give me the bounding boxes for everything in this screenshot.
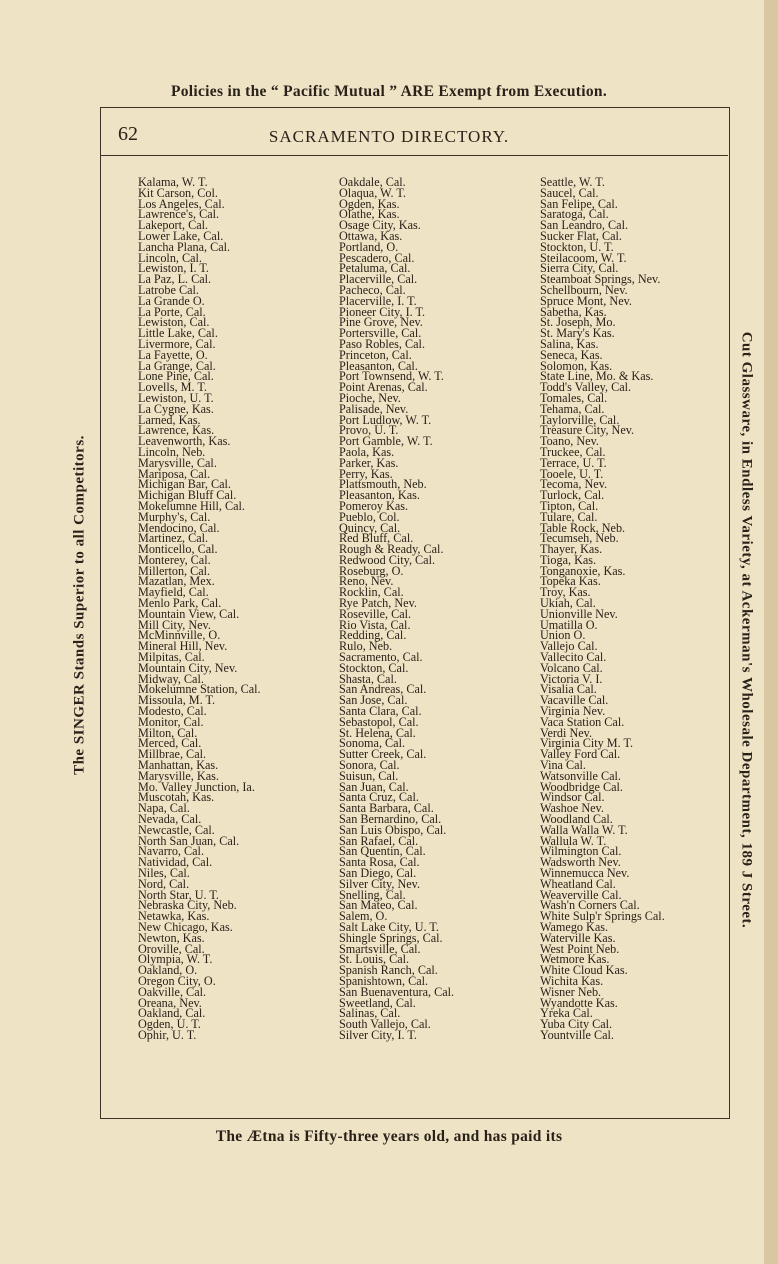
directory-entry: South Vallejo, Cal. [339, 1017, 431, 1032]
page-edge [764, 0, 778, 1264]
directory-entry: Murphy's, Cal. [138, 509, 211, 524]
directory-entry: Perry, Kas. [339, 466, 393, 481]
directory-entry: Victoria V. I. [540, 671, 603, 686]
directory-entry: Monitor, Cal. [138, 714, 204, 729]
directory-entry: San Rafael, Cal. [339, 833, 419, 848]
directory-entry: Sabetha, Kas. [540, 304, 607, 319]
directory-entry: Placerville, I. T. [339, 293, 417, 308]
directory-entry: Point Arenas, Cal. [339, 380, 428, 395]
directory-entry: Nord, Cal. [138, 876, 190, 891]
directory-entry: Tioga, Kas. [540, 552, 597, 567]
directory-entry: San Andreas, Cal. [339, 682, 427, 697]
directory-entry: Newcastle, Cal. [138, 822, 215, 837]
directory-entry: Olympia, W. T. [138, 952, 213, 967]
directory-entry: Wichita Kas. [540, 973, 604, 988]
directory-entry: Vacaville Cal. [540, 693, 609, 708]
directory-entry: Palisade, Nev. [339, 401, 409, 416]
directory-entry: Lone Pine, Cal. [138, 369, 214, 384]
top-advertisement-banner: Policies in the “ Pacific Mutual ” ARE Exempt from Execution. [170, 83, 608, 100]
directory-entry: La Porte, Cal. [138, 304, 206, 319]
directory-entry: Wash'n Corners Cal. [540, 898, 640, 913]
directory-entry: Schellbourn, Nev. [540, 282, 628, 297]
page-title: SACRAMENTO DIRECTORY. [268, 127, 510, 146]
directory-entry: Wyandotte Kas. [540, 995, 618, 1010]
directory-entry: Vina Cal. [540, 758, 586, 773]
directory-entry: Shasta, Cal. [339, 671, 397, 686]
directory-entry: Seattle, W. T. [540, 175, 605, 189]
directory-entry: Thayer, Kas. [540, 542, 603, 557]
directory-entry: Stockton, Cal. [339, 660, 409, 675]
directory-entry: Mariposa, Cal. [138, 466, 211, 481]
directory-entry: Truckee, Cal. [540, 444, 606, 459]
directory-entry: Pomeroy Kas. [339, 498, 409, 513]
directory-entry: Placerville, Cal. [339, 272, 418, 287]
directory-entry: Salt Lake City, U. T. [339, 919, 439, 934]
directory-entry: Wisner Neb. [540, 984, 602, 999]
directory-entry: Menlo Park, Cal. [138, 596, 222, 611]
directory-entry: Visalia Cal. [540, 682, 597, 697]
directory-entry: San Quentin, Cal. [339, 844, 426, 859]
directory-entry: Michigan Bluff Cal. [138, 488, 237, 503]
directory-entry: Oakdale, Cal. [339, 175, 406, 189]
directory-entry: Redwood City, Cal. [339, 552, 436, 567]
directory-entry: Midway, Cal. [138, 671, 204, 686]
directory-column-1 [138, 177, 261, 1041]
directory-entry: Wetmore Kas. [540, 952, 610, 967]
directory-entry: Lovells, M. T. [138, 380, 207, 395]
directory-entry: San Felipe, Cal. [540, 196, 618, 211]
directory-entry: Provo, U. T. [339, 423, 399, 438]
directory-entry: Rulo, Neb. [339, 639, 393, 654]
directory-entry: Stockton, U. T. [540, 239, 614, 254]
directory-entry: Latrobe Cal. [138, 282, 199, 297]
directory-entry: Unionville Nev. [540, 606, 618, 621]
directory-entry: Tecumseh, Neb. [540, 531, 619, 546]
directory-entry: Plattsmouth, Neb. [339, 477, 427, 492]
directory-entry: Mineral Hill, Nev. [138, 639, 228, 654]
directory-entry: Winnemucca Nev. [540, 866, 630, 880]
directory-entry: Monticello, Cal. [138, 542, 218, 557]
directory-entry: Treasure City, Nev. [540, 423, 635, 438]
directory-entry: Lincoln, Cal. [138, 250, 202, 265]
directory-entry: Santa Clara, Cal. [339, 704, 422, 719]
directory-entry: Sucker Flat, Cal. [540, 228, 622, 243]
directory-entry: White Cloud Kas. [540, 963, 628, 978]
directory-entry: Pueblo, Col. [339, 509, 400, 524]
directory-entry: Niles, Cal. [138, 866, 190, 880]
directory-entry: Mill City, Nev. [138, 617, 211, 632]
directory-entry: Natividad, Cal. [138, 855, 213, 870]
directory-entry: Vallecito Cal. [540, 650, 607, 665]
directory-entry: Marysville, Cal. [138, 455, 217, 470]
directory-entry: Pioche, Nev. [339, 390, 401, 405]
directory-entry: Todd's Valley, Cal. [540, 380, 632, 395]
directory-entry: Lewiston, I. T. [138, 261, 209, 276]
directory-entry: Oreana, Nev. [138, 995, 202, 1010]
directory-entry: Spanish Ranch, Cal. [339, 963, 438, 978]
directory-entry: San Leandro, Cal. [540, 218, 628, 233]
directory-entry: La Cygne, Kas. [138, 401, 214, 416]
directory-entry: McMinnville, O. [138, 628, 221, 643]
directory-entry: Woodbridge Cal. [540, 779, 623, 794]
directory-entry: Ogden, U. T. [138, 1017, 201, 1032]
directory-entry: Rough & Ready, Cal. [339, 542, 444, 557]
directory-entry: Santa Barbara, Cal. [339, 801, 434, 816]
directory-entry: Mountain View, Cal. [138, 606, 240, 621]
directory-entry: West Point Neb. [540, 941, 620, 956]
directory-entry: White Sulp'r Springs Cal. [540, 909, 665, 924]
directory-entry: Pleasanton, Kas. [339, 488, 420, 503]
directory-entry: Oakland, Cal. [138, 1006, 206, 1021]
directory-entry: Sacramento, Cal. [339, 650, 423, 665]
directory-entry: Troy, Kas. [540, 585, 591, 600]
directory-entry: Terrace, U. T. [540, 455, 607, 470]
directory-entry: Nebraska City, Neb. [138, 898, 237, 913]
directory-entry: Los Angeles, Cal. [138, 196, 225, 211]
directory-entry: Ottawa, Kas. [339, 228, 403, 243]
directory-entry: Volcano Cal. [540, 660, 603, 675]
directory-entry: Tonganoxie, Kas. [540, 563, 626, 578]
directory-entry: Spruce Mont, Nev. [540, 293, 632, 308]
directory-entry: Lawrence, Kas. [138, 423, 215, 438]
directory-entry: Lower Lake, Cal. [138, 228, 224, 243]
directory-entry: Wadsworth Nev. [540, 855, 621, 870]
directory-entry: Mokelumne Hill, Cal. [138, 498, 245, 513]
directory-entry: Sweetland, Cal. [339, 995, 416, 1010]
directory-entry: Port Townsend, W. T. [339, 369, 444, 384]
directory-entry: Roseburg, O. [339, 563, 404, 578]
directory-entry: Yuba City Cal. [540, 1017, 613, 1032]
directory-entry: Vaca Station Cal. [540, 714, 625, 729]
directory-entry: San Luis Obispo, Cal. [339, 822, 447, 837]
directory-entry: North Star, U. T. [138, 887, 219, 902]
directory-entry: San Diego, Cal. [339, 866, 417, 880]
directory-entry: Lincoln, Neb. [138, 444, 206, 459]
directory-entry: Verdi Nev. [540, 725, 593, 740]
directory-entry: San Juan, Cal. [339, 779, 409, 794]
directory-entry: Valley Ford Cal. [540, 747, 621, 762]
directory-entry: Watsonville Cal. [540, 768, 621, 783]
directory-entry: Quincy, Cal. [339, 520, 401, 535]
directory-entry: Manhattan, Kas. [138, 758, 219, 773]
directory-column-2 [339, 177, 454, 1041]
directory-entry: Steilacoom, W. T. [540, 250, 627, 265]
directory-entry: Reno, Nev. [339, 574, 394, 589]
directory-entry: Tomales, Cal. [540, 390, 608, 405]
directory-entry: Napa, Cal. [138, 801, 190, 816]
directory-entry: Vallejo Cal. [540, 639, 598, 654]
directory-entry: Rocklin, Cal. [339, 585, 404, 600]
directory-entry: Tulare, Cal. [540, 509, 598, 524]
directory-entry: Weaverville Cal. [540, 887, 622, 902]
directory-entry: Rio Vista, Cal. [339, 617, 411, 632]
directory-entry: Spanishtown, Cal. [339, 973, 429, 988]
directory-entry: Port Gamble, W. T. [339, 434, 433, 449]
directory-entry: Paola, Kas. [339, 444, 395, 459]
directory-entry: San Bernardino, Cal. [339, 812, 442, 827]
bottom-advertisement-banner: The Ætna is Fifty-three years old, and has paid its [215, 1128, 563, 1145]
directory-entry: Smartsville, Cal. [339, 941, 421, 956]
directory-entry: Martinez, Cal. [138, 531, 209, 546]
directory-entry: Olathe, Kas. [339, 207, 400, 222]
directory-entry: Silver City, Nev. [339, 876, 421, 891]
directory-entry: Millerton, Cal. [138, 563, 211, 578]
directory-entry: Mayfield, Cal. [138, 585, 209, 600]
directory-entry: Mountain City, Nev. [138, 660, 238, 675]
page-number: 62 [118, 123, 138, 145]
directory-entry: Pine Grove, Nev. [339, 315, 423, 330]
directory-entry: Windsor Cal. [540, 790, 605, 805]
directory-entry: New Chicago, Kas. [138, 919, 233, 934]
directory-entry: Tehama, Cal. [540, 401, 605, 416]
directory-entry: North San Juan, Cal. [138, 833, 240, 848]
directory-entry: Suisun, Cal. [339, 768, 399, 783]
directory-entry: Lakeport, Cal. [138, 218, 209, 233]
directory-entry: La Fayette, O. [138, 347, 208, 362]
directory-entry: Milpitas, Cal. [138, 650, 205, 665]
directory-entry: Santa Cruz, Cal. [339, 790, 419, 805]
directory-entry: Petaluma, Cal. [339, 261, 411, 276]
directory-entry: Wallula W. T. [540, 833, 607, 848]
directory-entry: Woodland Cal. [540, 812, 613, 827]
directory-entry: Tipton, Cal. [540, 498, 599, 513]
directory-entry: St. Joseph, Mo. [540, 315, 616, 330]
directory-entry: Waterville Kas. [540, 930, 616, 945]
directory-entry: Solomon, Kas. [540, 358, 613, 373]
directory-entry: Olaqua, W. T. [339, 185, 406, 200]
directory-entry: Mokelumne Station, Cal. [138, 682, 261, 697]
directory-entry: Tooele, U. T. [540, 466, 604, 481]
directory-entry: Modesto, Cal. [138, 704, 207, 719]
directory-entry: Pleasanton, Cal. [339, 358, 418, 373]
directory-entry: Topeka Kas. [540, 574, 601, 589]
directory-entry: La Grange, Cal. [138, 358, 216, 373]
directory-entry: Lewiston, Cal. [138, 315, 210, 330]
directory-entry: Larned, Kas. [138, 412, 201, 427]
directory-entry: Toano, Nev. [540, 434, 599, 449]
directory-entry: Millbrae, Cal. [138, 747, 207, 762]
directory-entry: Rye Patch, Nev. [339, 596, 417, 611]
directory-entry: Yountville Cal. [540, 1027, 614, 1042]
directory-entry: Port Ludlow, W. T. [339, 412, 432, 427]
directory-entry: Wilmington Cal. [540, 844, 622, 859]
directory-entry: Osage City, Kas. [339, 218, 421, 233]
directory-entry: Umatilla O. [540, 617, 598, 632]
directory-entry: La Grande O. [138, 293, 205, 308]
directory-entry: Portersville, Cal. [339, 326, 422, 341]
directory-entry: Merced, Cal. [138, 736, 202, 751]
directory-entry: Mo. Valley Junction, Ia. [138, 779, 255, 794]
directory-entry: San Mateo, Cal. [339, 898, 418, 913]
directory-entry: Muscotah, Kas. [138, 790, 215, 805]
directory-entry: Oroville, Cal. [138, 941, 205, 956]
directory-entry: Little Lake, Cal. [138, 326, 218, 341]
directory-entry: Ophir, U. T. [138, 1027, 197, 1042]
directory-entry: Marysville, Kas. [138, 768, 219, 783]
directory-entry: Wheatland Cal. [540, 876, 616, 891]
directory-entry: Shingle Springs, Cal. [339, 930, 443, 945]
directory-entry: Princeton, Cal. [339, 347, 412, 362]
directory-entry: St. Mary's Kas. [540, 326, 615, 341]
directory-entry: Sutter Creek, Cal. [339, 747, 427, 762]
directory-entry: Table Rock, Neb. [540, 520, 626, 535]
directory-entry: Steamboat Springs, Nev. [540, 272, 661, 287]
directory-entry: Virginia City M. T. [540, 736, 634, 751]
directory-entry: Washoe Nev. [540, 801, 604, 816]
directory-entry: Mendocino, Cal. [138, 520, 220, 535]
directory-entry: Yreka Cal. [540, 1006, 593, 1021]
directory-entry: San Jose, Cal. [339, 693, 408, 708]
directory-entry: Parker, Kas. [339, 455, 399, 470]
directory-entry: Pacheco, Cal. [339, 282, 406, 297]
header-rule [100, 155, 728, 156]
directory-entry: San Buenaventura, Cal. [339, 984, 455, 999]
directory-entry: Sebastopol, Cal. [339, 714, 419, 729]
directory-entry: Santa Rosa, Cal. [339, 855, 420, 870]
directory-entry: St. Louis, Cal. [339, 952, 410, 967]
directory-entry: Michigan Bar, Cal. [138, 477, 231, 492]
directory-entry: Portland, O. [339, 239, 399, 254]
right-side-text: Cut Glassware, in Endless Variety, at Ackerman's Wholesale Department, 189 J Street. [738, 331, 755, 929]
directory-entry: Netawka, Kas. [138, 909, 210, 924]
directory-entry: Silver City, I. T. [339, 1027, 417, 1042]
directory-entry: Navarro, Cal. [138, 844, 204, 859]
directory-entry: State Line, Mo. & Kas. [540, 369, 654, 384]
directory-entry: Saratoga, Cal. [540, 207, 609, 222]
directory-entry: Sonora, Cal. [339, 758, 400, 773]
directory-entry: Snelling, Cal. [339, 887, 406, 902]
directory-entry: Tecoma, Nev. [540, 477, 608, 492]
directory-entry: Lancha Plana, Cal. [138, 239, 231, 254]
directory-entry: Kalama, W. T. [138, 175, 208, 189]
directory-entry: Pioneer City, I. T. [339, 304, 426, 319]
directory-entry: Salina, Kas. [540, 336, 599, 351]
directory-entry: Salem, O. [339, 909, 388, 924]
directory-entry: La Paz, L. Cal. [138, 272, 212, 287]
directory-entry: Paso Robles, Cal. [339, 336, 425, 351]
directory-entry: Walla Walla W. T. [540, 822, 628, 837]
directory-entry: Ogden, Kas. [339, 196, 400, 211]
directory-entry: Red Bluff, Cal. [339, 531, 414, 546]
directory-entry: Ukiah, Cal. [540, 596, 596, 611]
directory-entry: Newton, Kas. [138, 930, 205, 945]
directory-entry: Oakland, O. [138, 963, 198, 978]
directory-entry: Taylorville, Cal. [540, 412, 620, 427]
directory-entry: Nevada, Cal. [138, 812, 202, 827]
directory-entry: Turlock, Cal. [540, 488, 605, 503]
directory-entry: Missoula, M. T. [138, 693, 216, 708]
directory-entry: Mazatlan, Mex. [138, 574, 215, 589]
left-side-text: The SINGER Stands Superior to all Competitors. [71, 435, 88, 775]
directory-entry: Oregon City, O. [138, 973, 216, 988]
directory-entry: Leavenworth, Kas. [138, 434, 231, 449]
directory-entry: Sonoma, Cal. [339, 736, 406, 751]
directory-entry: Virginia Nev. [540, 704, 606, 719]
directory-entry: Lawrence's, Cal. [138, 207, 220, 222]
directory-entry: Livermore, Cal. [138, 336, 216, 351]
directory-entry: Union O. [540, 628, 586, 643]
directory-entry: Pescadero, Cal. [339, 250, 415, 265]
directory-entry: Oakville, Cal. [138, 984, 207, 999]
directory-column-3 [540, 177, 665, 1041]
directory-entry: Monterey, Cal. [138, 552, 211, 567]
directory-entry: Saucel, Cal. [540, 185, 599, 200]
directory-entry: Milton, Cal. [138, 725, 198, 740]
directory-entry: Roseville, Cal. [339, 606, 412, 621]
directory-entry: Lewiston, U. T. [138, 390, 214, 405]
directory-entry: St. Helena, Cal. [339, 725, 416, 740]
directory-entry: Sierra City, Cal. [540, 261, 619, 276]
directory-entry: Kit Carson, Col. [138, 185, 218, 200]
directory-entry: Redding, Cal. [339, 628, 407, 643]
directory-entry: Wamego Kas. [540, 919, 609, 934]
directory-entry: Seneca, Kas. [540, 347, 603, 362]
directory-entry: Salinas, Cal. [339, 1006, 401, 1021]
